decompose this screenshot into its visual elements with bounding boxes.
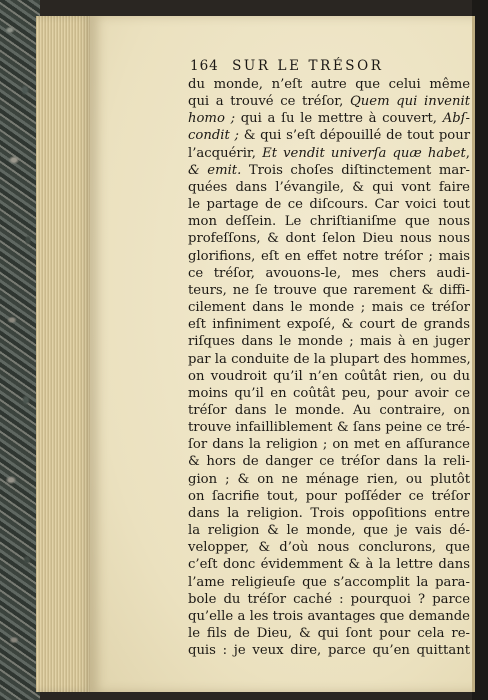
text-run: bole du tréſor caché : pourquoi ? parce bbox=[188, 591, 470, 607]
text-run: c’eſt donc évidemment & à la lettre dans bbox=[188, 557, 470, 573]
text-run: tréſor dans le monde. Au contraire, on bbox=[188, 402, 470, 418]
text-run: du monde, n’eſt autre que celui même bbox=[188, 77, 470, 92]
text-line bbox=[188, 591, 470, 608]
text-line bbox=[188, 127, 470, 144]
text-line bbox=[188, 608, 470, 625]
text-run: par la conduite de la plupart des hommes, bbox=[188, 351, 471, 367]
text-line bbox=[188, 368, 470, 385]
running-head: SUR LE TRÉSOR bbox=[232, 58, 384, 74]
text-run: teurs, ne ſe trouve que rarement & diffi- bbox=[188, 282, 470, 298]
text-run: qui a trouvé ce tréſor, bbox=[188, 94, 350, 110]
text-run: cilement dans le monde ; mais ce tréſor bbox=[188, 300, 470, 316]
text-run: & hors de danger ce tréſor dans la reli- bbox=[188, 454, 470, 470]
text-line bbox=[188, 110, 470, 127]
text-run: qu’elle a les trois avantages que demande bbox=[188, 608, 470, 624]
text-run: , bbox=[465, 145, 470, 161]
text-run: la religion & le monde, que je vais dé- bbox=[188, 523, 470, 539]
text-run: l’ame religieuſe que s’accomplit la para- bbox=[188, 574, 470, 590]
text-line bbox=[188, 265, 470, 282]
text-run: mon deſſein. Le chriſtianiſme que nous bbox=[188, 214, 470, 230]
page-header bbox=[190, 58, 470, 78]
text-line bbox=[188, 488, 470, 505]
text-line bbox=[188, 93, 470, 110]
text-line bbox=[188, 471, 470, 488]
text-line bbox=[188, 282, 470, 299]
text-line bbox=[188, 248, 470, 265]
text-line bbox=[188, 145, 470, 162]
text-line bbox=[188, 299, 470, 316]
page-edges bbox=[36, 16, 92, 692]
text-line bbox=[188, 316, 470, 333]
text-line bbox=[188, 196, 470, 213]
text-run: & qui s’eſt dépouillé de tout pour bbox=[238, 128, 470, 144]
italic-text: & emit. bbox=[188, 162, 242, 178]
text-line bbox=[188, 385, 470, 402]
text-run: ce tréſor, avouons-le, mes chers audi- bbox=[188, 265, 470, 281]
text-line bbox=[188, 505, 470, 522]
text-run: quées dans l’évangile, & qui vont faire bbox=[188, 179, 470, 195]
text-run: gion ; & on ne ménage rien, ou plutôt bbox=[188, 471, 470, 487]
italic-text: Et vendit univerſa quæ habet bbox=[262, 145, 466, 161]
text-line bbox=[188, 351, 470, 368]
text-run: ſor dans la religion ; on met en aſſurance bbox=[188, 437, 470, 453]
text-line bbox=[188, 419, 470, 436]
text-run: eſt infiniment expoſé, & court de grands bbox=[188, 317, 470, 333]
text-run: Trois choſes diſtinctement mar- bbox=[241, 162, 470, 178]
text-line bbox=[188, 574, 470, 591]
text-line bbox=[188, 230, 470, 247]
text-line bbox=[188, 76, 470, 93]
text-run: quis : je veux dire, parce qu’en quittant bbox=[188, 643, 470, 659]
text-line bbox=[188, 625, 470, 642]
text-line bbox=[188, 556, 470, 573]
text-line bbox=[188, 642, 470, 659]
text-run: le fils de Dieu, & qui ſont pour cela re- bbox=[188, 626, 470, 641]
fore-edge bbox=[472, 0, 488, 700]
text-line bbox=[188, 213, 470, 230]
text-line bbox=[188, 453, 470, 470]
text-run: qui a ſu le mettre à couvert, bbox=[235, 111, 443, 127]
text-run: profeſſons, & dont ſelon Dieu nous nous bbox=[188, 231, 470, 247]
text-run: on voudroit qu’il n’en coûtât rien, ou du bbox=[188, 368, 470, 384]
text-line bbox=[188, 162, 470, 179]
text-line bbox=[188, 333, 470, 350]
text-run: on ſacrifie tout, pour poſſéder ce tréſor bbox=[188, 488, 470, 504]
text-line bbox=[188, 436, 470, 453]
text-line bbox=[188, 402, 470, 419]
text-line bbox=[188, 179, 470, 196]
page-number: 164 bbox=[190, 58, 219, 74]
text-run: dans la religion. Trois oppoſitions entre bbox=[188, 505, 470, 521]
italic-text: Abſ- bbox=[442, 111, 470, 127]
italic-text: homo ; bbox=[188, 111, 236, 127]
text-run: trouve infailliblement & ſans peine ce tré- bbox=[188, 420, 470, 436]
italic-text: condit ; bbox=[188, 128, 239, 144]
text-line bbox=[188, 522, 470, 539]
text-line bbox=[188, 539, 470, 556]
text-run: glorifions, eſt en effet notre tréſor ; mais bbox=[188, 248, 470, 264]
text-run: le partage de ce diſcours. Car voici tout bbox=[188, 197, 470, 213]
marbled-cover bbox=[0, 0, 40, 700]
body-text bbox=[188, 76, 470, 659]
text-run: l’acquérir, bbox=[188, 145, 263, 161]
text-run: moins qu’il en coûtât peu, pour avoir ce bbox=[188, 385, 470, 401]
italic-text: Quem qui invenit bbox=[349, 94, 470, 110]
text-run: velopper, & d’où nous conclurons, que bbox=[188, 540, 470, 556]
text-run: riſques dans le monde ; mais à en juger bbox=[188, 334, 470, 350]
